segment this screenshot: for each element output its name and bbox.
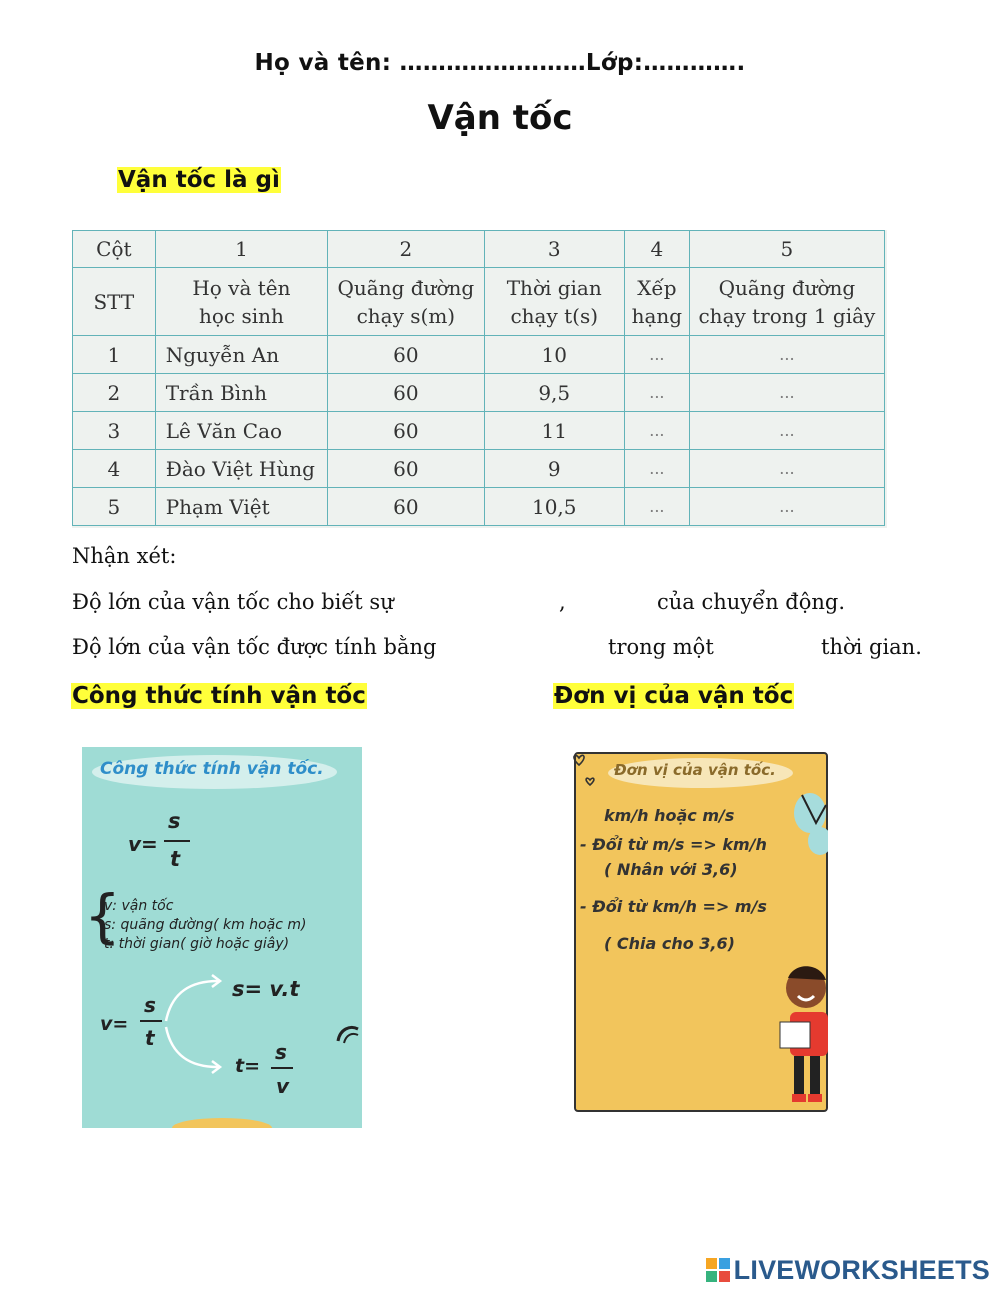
formula-numerator-2: s <box>144 993 156 1017</box>
fraction-bar <box>271 1067 293 1069</box>
table-cell-rank: ... <box>624 412 689 450</box>
formula-card-title: Công thức tính vận tốc. <box>100 759 324 779</box>
header-line: học sinh <box>198 303 284 328</box>
table-header-cell: 1 <box>155 231 327 268</box>
legend-line: t: thời gian( giờ hoặc giây) <box>104 936 290 952</box>
hearts-icon <box>570 750 600 800</box>
remark-line2-part3: thời gian. <box>821 635 922 659</box>
table-header-cell <box>155 268 327 336</box>
section-heading-label: Vận tốc là gì <box>118 167 280 193</box>
table-cell-distance: 60 <box>328 412 484 450</box>
remark-line1-part2: của chuyển động. <box>657 590 846 614</box>
table-row <box>73 488 885 526</box>
remark-line1-part1: Độ lớn của vận tốc cho biết sự <box>72 590 394 614</box>
table-cell-rank: ... <box>624 336 689 374</box>
table-cell-name: Đào Việt Hùng <box>155 450 327 488</box>
table-cell-time: 11 <box>484 412 624 450</box>
remark-line2-part2: trong một <box>608 635 714 659</box>
remark-line2-part1: Độ lớn của vận tốc được tính bằng <box>72 635 437 659</box>
table-cell-name: Trần Bình <box>155 374 327 412</box>
formula-legend <box>104 897 306 954</box>
legend-line: v: vận tốc <box>104 898 174 914</box>
blank-answer-field[interactable] <box>718 657 814 659</box>
logo-mark-icon <box>705 1257 731 1283</box>
table-row <box>73 450 885 488</box>
formula-denominator: t <box>170 847 181 871</box>
formula-t-numerator: s <box>275 1040 287 1064</box>
section-heading-label: Đơn vị của vận tốc <box>554 683 794 709</box>
kid-illustration <box>776 960 828 1110</box>
table-cell-name: Lê Văn Cao <box>155 412 327 450</box>
decorative-sun <box>172 1118 272 1128</box>
formula-s-eq: s= v.t <box>232 977 300 1001</box>
data-table <box>72 230 885 526</box>
header-line: Quãng đường <box>718 275 856 300</box>
liveworksheets-logo <box>705 1253 990 1287</box>
units-line: ( Chia cho 3,6) <box>604 934 735 953</box>
fraction-bar <box>140 1020 162 1022</box>
formula-t-label: t= <box>235 1055 261 1077</box>
table-cell-per-second: ... <box>689 336 884 374</box>
formula-v-label-2: v= <box>100 1013 129 1035</box>
header-line: Xếp <box>637 275 677 300</box>
formula-numerator: s <box>168 809 181 833</box>
remark-line1-comma: , <box>559 590 566 614</box>
table-header-cell: Cột <box>73 231 156 268</box>
name-class-line: Họ và tên: ……………………Lớp:…………. <box>254 50 746 76</box>
table-header-cell <box>484 268 624 336</box>
table-column-number-row <box>73 231 885 268</box>
table-cell-stt: 5 <box>73 488 156 526</box>
table-cell-distance: 60 <box>328 374 484 412</box>
table-header-cell <box>328 268 484 336</box>
swirl-icon <box>336 1023 360 1045</box>
remarks-label: Nhận xét: <box>72 544 177 568</box>
blank-answer-field[interactable] <box>392 612 552 614</box>
table-cell-per-second: ... <box>689 450 884 488</box>
section-heading-formula <box>71 679 367 713</box>
table-row <box>73 412 885 450</box>
table-header-cell <box>624 268 689 336</box>
table-cell-per-second: ... <box>689 412 884 450</box>
table-cell-rank: ... <box>624 488 689 526</box>
table-cell-rank: ... <box>624 450 689 488</box>
table-header-cell: 4 <box>624 231 689 268</box>
units-line: km/h hoặc m/s <box>604 806 735 825</box>
table-header-cell: STT <box>73 268 156 336</box>
header-line: Họ và tên <box>192 275 291 300</box>
table-cell-per-second: ... <box>689 488 884 526</box>
logo-text: LIVEWORKSHEETS <box>733 1254 990 1285</box>
header-line: hạng <box>631 303 683 328</box>
section-heading-units <box>553 679 794 713</box>
units-card <box>570 748 828 1110</box>
table-cell-name: Nguyễn An <box>155 336 327 374</box>
table-cell-distance: 60 <box>328 488 484 526</box>
formula-denominator-2: t <box>145 1026 155 1050</box>
brace-icon: { <box>84 882 121 950</box>
units-card-title: Đơn vị của vận tốc. <box>614 761 776 779</box>
leaf-icon <box>782 783 828 863</box>
table-row <box>73 374 885 412</box>
table-cell-time: 9 <box>484 450 624 488</box>
arrows-icon <box>162 969 242 1079</box>
table-header-row <box>73 268 885 336</box>
header-line: Quãng đường <box>337 275 475 300</box>
units-line: - Đổi từ m/s => km/h <box>580 835 767 854</box>
data-table-image <box>72 230 887 528</box>
header-line: Thời gian <box>506 275 602 300</box>
formula-t-denominator: v <box>276 1074 290 1098</box>
table-row <box>73 336 885 374</box>
formula-v-label: v= <box>128 832 158 856</box>
table-header-cell <box>689 268 884 336</box>
units-card-body <box>580 806 767 953</box>
table-header-cell: 3 <box>484 231 624 268</box>
header-line: chạy trong 1 giây <box>698 303 876 328</box>
table-cell-distance: 60 <box>328 336 484 374</box>
table-cell-time: 10,5 <box>484 488 624 526</box>
header-line: chạy t(s) <box>510 303 599 328</box>
table-header-cell: 5 <box>689 231 884 268</box>
table-cell-stt: 2 <box>73 374 156 412</box>
page-title: Vận tốc <box>427 98 573 138</box>
section-heading-label: Công thức tính vận tốc <box>72 683 366 709</box>
table-cell-stt: 3 <box>73 412 156 450</box>
table-cell-name: Phạm Việt <box>155 488 327 526</box>
legend-line: s: quãng đường( km hoặc m) <box>104 917 307 933</box>
table-cell-time: 10 <box>484 336 624 374</box>
blank-answer-field[interactable] <box>438 657 602 659</box>
table-cell-stt: 1 <box>73 336 156 374</box>
blank-answer-field[interactable] <box>572 612 652 614</box>
table-header-cell: 2 <box>328 231 484 268</box>
formula-card <box>82 747 362 1128</box>
table-cell-per-second: ... <box>689 374 884 412</box>
table-cell-rank: ... <box>624 374 689 412</box>
table-cell-time: 9,5 <box>484 374 624 412</box>
fraction-bar <box>164 840 190 842</box>
table-cell-distance: 60 <box>328 450 484 488</box>
section-heading-what-is-velocity <box>117 163 281 197</box>
table-cell-stt: 4 <box>73 450 156 488</box>
units-line: ( Nhân với 3,6) <box>604 860 738 879</box>
header-line: chạy s(m) <box>356 303 456 328</box>
units-line: - Đổi từ km/h => m/s <box>580 897 767 916</box>
